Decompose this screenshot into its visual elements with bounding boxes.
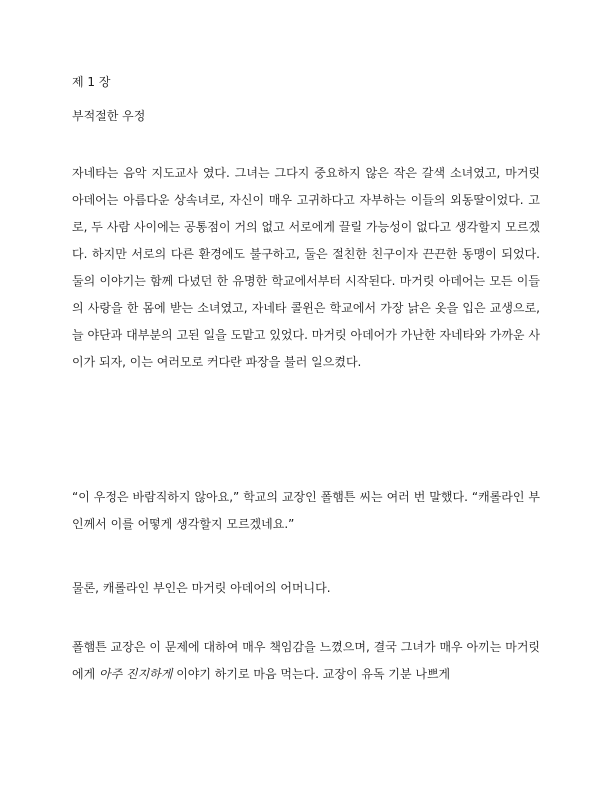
body-paragraph-3: 물론, 캐롤라인 부인은 마거릿 아데어의 어머니다. (72, 581, 331, 595)
body-paragraph-2: “이 우정은 바람직하지 않아요,” 학교의 교장인 폴햄튼 씨는 여러 번 말했다. “캐롤라인 부인께서 이를 어떻게 생각할지 모르겠네요.” (72, 490, 540, 531)
body-paragraph-1: 자네타는 음악 지도교사 였다. 그녀는 그다지 중요하지 않은 작은 갈색 소녀였고, 마거릿 아데어는 아름다운 상속녀로, 자신이 매우 고귀하다고 자부하는 이들의 외동딸이었다. 고로, 두 사람 사이에는 공통점이 거의 없고 서로에게 끌릴 가능성이 없다고 생각할지 모르겠다. 하지만 서로의 다른 환경에도 불구하고, 둘은 절친한 친구이자 끈끈한 동맹이 되었다. 둘의 이야기는 함께 다녔던 한 유명한 학교에서부터 시작된다. 마거릿 아데어는 모든 이들의 사랑을 한 몸에 받는 소녀였고, 자네타 콜윈은 학교에서 가장 낡은 옷을 입은 교생으로, 늘 야단과 대부분의 고된 일을 도맡고 있었다. 마거릿 아데어가 가난한 자네타와 가까운 사이가 되자, 이는 여러모로 커다란 파장을 불러 일으켰다. (72, 166, 540, 369)
chapter-title: 부적절한 우정 (72, 109, 146, 123)
paragraph-4-text-end: 이야기 하기로 마음 먹는다. 교장이 유독 기분 나쁘게 (172, 667, 451, 681)
emphasized-text: 아주 진지하게 (99, 667, 173, 681)
chapter-number: 제 1 장 (72, 75, 111, 89)
paragraph-4-text-start: 폴햄튼 교장은 이 문제에 대하여 매우 책임감을 느꼈으며, 결국 그녀가 매우 아끼는 마거릿에게 (72, 640, 540, 681)
body-paragraph-4 (72, 634, 540, 688)
